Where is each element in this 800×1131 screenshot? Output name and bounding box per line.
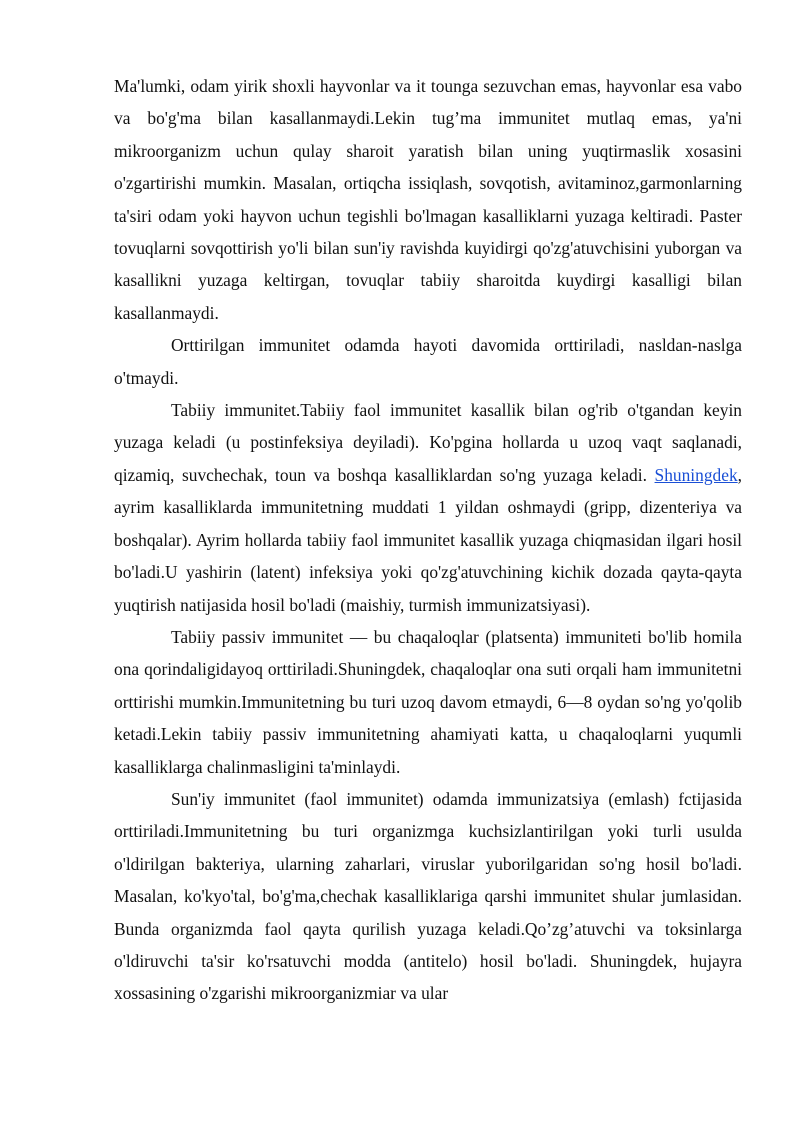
- paragraph-natural-active-immunity: [114, 394, 742, 621]
- paragraph-text: , ayrim kasalliklarda immunitetning muddati 1 yildan oshmaydi (gripp, dizenteriya va boshqalar). Ayrim hollarda tabiiy faol immunitet kasallik yuzaga chiqmasidan ilgari hosil bo'ladi.U yashirin (latent) infeksiya yoki qo'zg'atuvchining kichik dozada qayta-qayta yuqtirish natijasida hosil bo'ladi (maishiy, turmish immunizatsiyasi).: [114, 464, 742, 615]
- document-page: [114, 70, 742, 1010]
- shuningdek-link[interactable]: Shuningdek: [654, 464, 738, 485]
- paragraph-artificial-immunity: Sun'iy immunitet (faol immunitet) odamda immunizatsiya (emlash) fctijasida orttiriladi.Immunitetning bu turi organizmga kuchsizlantirilgan yoki turli usulda o'ldirilgan bakteriya, ularning zaharlari, viruslar yuborilgaridan so'ng hosil bo'ladi. Masalan, ko'kyo'tal, bo'g'ma,chechak kasalliklariga qarshi immunitet shular jumlasidan. Bunda organizmda faol qayta qurilish yuzaga keladi.Qo’zg’atuvchi va toksinlarga o'ldiruvchi ta'sir ko'rsatuvchi modda (antitelo) hosil bo'ladi. Shuningdek, hujayra xossasining o'zgarishi mikroorganizmiar va ular: [114, 788, 742, 1004]
- paragraph-text: Tabiiy immunitet.Tabiiy faol immunitet kasallik bilan og'rib o'tgandan keyin yuzaga keladi (u postinfeksiya deyiladi). Ko'pgina hollarda u uzoq vaqt saqlanadi, qizamiq, suvchechak, toun va boshqa kasalliklardan so'ng yuzaga keladi.: [114, 400, 742, 485]
- paragraph-innate-immunity: Ma'lumki, odam yirik shoxli hayvonlar va it tounga sezuvchan emas, hayvonlar esa vabo va bo'g'ma bilan kasallanmaydi.Lekin tug’ma immunitet mutlaq emas, ya'ni mikroorganizm uchun qulay sharoit yaratish bilan uning yuqtirmaslik xosasini o'zgartirishi mumkin. Masalan, ortiqcha issiqlash, sovqotish, avitaminoz,garmonlarning ta'siri odam yoki hayvon uchun tegishli bo'lmagan kasalliklarni yuzaga keltiradi. Paster tovuqlarni sovqottirish yo'li bilan sun'iy ravishda kuyidirgi qo'zg'atuvchisini yuborgan va kasallikni yuzaga keltirgan, tovuqlar tabiiy sharoitda kuydirgi kasalligi bilan kasallanmaydi.: [114, 76, 742, 323]
- paragraph-natural-passive-immunity: Tabiiy passiv immunitet — bu chaqaloqlar (platsenta) immuniteti bo'lib homila ona qorindaligidayoq orttiriladi.Shuningdek, chaqaloqlar ona suti orqali ham immunitetni orttirishi mumkin.Immunitetning bu turi uzoq davom etmaydi, 6—8 oydan so'ng yo'qolib ketadi.Lekin tabiiy passiv immunitetning ahamiyati katta, u chaqaloqlarni yuqumli kasalliklarga chalinmasligini ta'minlaydi.: [114, 626, 742, 777]
- paragraph-acquired-immunity: Orttirilgan immunitet odamda hayoti davomida orttiriladi, nasldan-naslga o'tmaydi.: [114, 335, 742, 388]
